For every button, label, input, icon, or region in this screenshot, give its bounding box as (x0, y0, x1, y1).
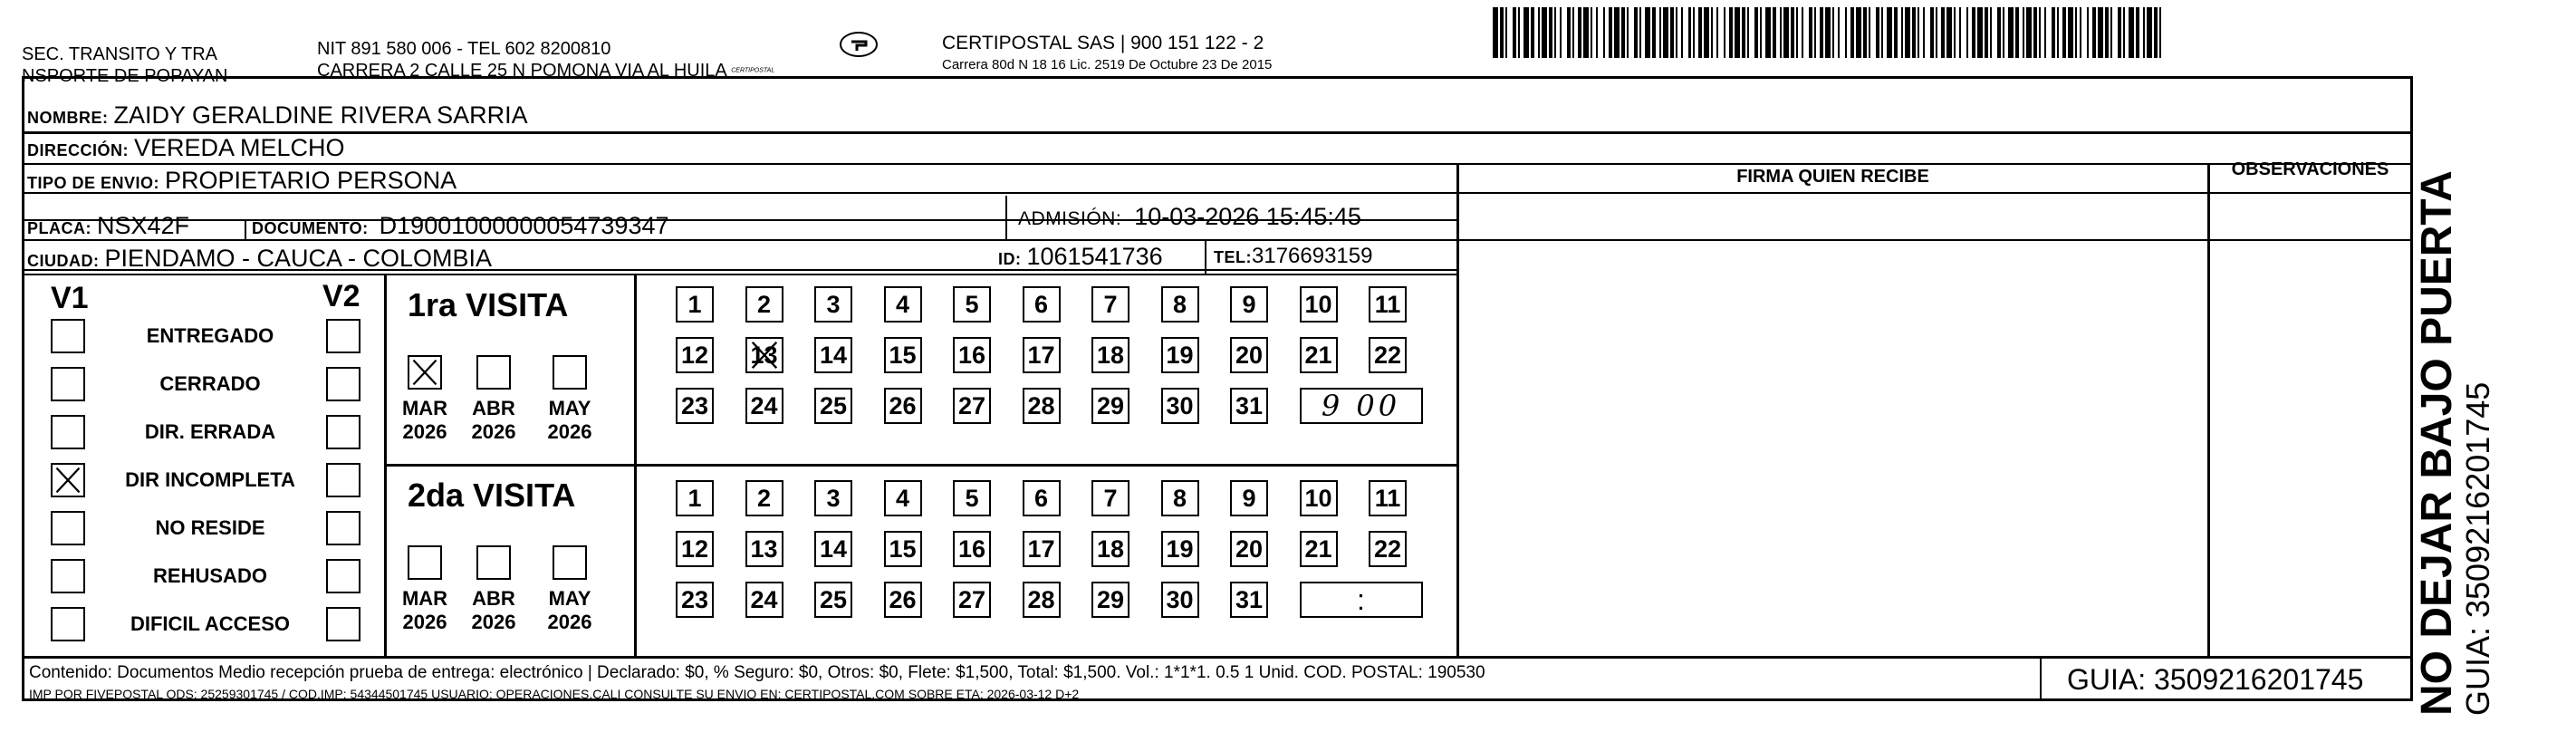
no-dejar-warning: NO DEJAR BAJO PUERTA (2413, 170, 2461, 716)
day-box[interactable] (1091, 582, 1129, 618)
placa-value: NSX42F (97, 212, 190, 239)
time-value: 9 00 (1321, 389, 1401, 423)
day-box[interactable] (676, 582, 714, 618)
day-number: 31 (1235, 585, 1264, 613)
month-label (462, 587, 525, 634)
day-number: 28 (1027, 391, 1055, 419)
nombre-value: ZAIDY GERALDINE RIVERA SARRIA (113, 101, 528, 129)
day-box[interactable] (745, 582, 783, 618)
admision-field (1018, 203, 1361, 233)
day-box[interactable] (884, 531, 922, 567)
day-number: 8 (1172, 484, 1187, 512)
v2-checkbox[interactable] (326, 559, 360, 593)
admision-value: 10-03-2026 15:45:45 (1134, 203, 1361, 230)
day-box[interactable] (1369, 337, 1407, 373)
certipostal-logo-icon (839, 31, 879, 58)
day-number: 15 (889, 535, 917, 563)
day-number: 16 (957, 341, 986, 369)
v1-checkbox[interactable] (51, 511, 85, 545)
imp-text: IMP POR FIVEPOSTAL ODS: 25259301745 / COD.IMP: 54344501745 USUARIO: OPERACIONES.CALI CONSULTE SU ENVIO EN: CERTIPOSTAL.COM SOBRE ETA: 2026-03-12 D+2 (29, 687, 1080, 701)
nombre-label: NOMBRE: (27, 109, 109, 127)
day-box[interactable] (814, 582, 852, 618)
day-number: 17 (1027, 535, 1055, 563)
id-value: 1061541736 (1026, 243, 1163, 270)
v1-checkbox[interactable] (51, 463, 85, 497)
v1-checkbox[interactable] (51, 319, 85, 353)
time-box[interactable] (1300, 582, 1423, 618)
month-year: 2026 (471, 611, 516, 633)
contenido-text: Contenido: Documentos Medio recepción prueba de entrega: electrónico | Declarado: $0, % Seguro: $0, Otros: $0, Flete: $1,500, Total: $1,500. Vol.: 1*1*1. 0.5 1 Unid. COD. POSTAL: 190530 (29, 663, 1485, 682)
day-box[interactable] (814, 480, 852, 516)
day-box[interactable] (1161, 480, 1199, 516)
time-box[interactable] (1300, 388, 1423, 424)
day-number: 21 (1304, 341, 1332, 369)
day-box[interactable] (953, 337, 991, 373)
status-label: DIFICIL ACCESO (130, 612, 290, 635)
month-name: MAR (401, 397, 448, 419)
day-box[interactable] (1023, 337, 1061, 373)
day-box[interactable] (1023, 582, 1061, 618)
day-number: 31 (1235, 391, 1264, 419)
day-number: 25 (819, 391, 848, 419)
day-number: 27 (957, 391, 986, 419)
tipo-field (27, 167, 457, 197)
day-number: 24 (750, 585, 778, 613)
day-box[interactable] (953, 388, 991, 424)
sender-line-1: SEC. TRANSITO Y TRA (22, 44, 217, 64)
logo-text: CERTIPOSTAL (731, 67, 775, 74)
month-year: 2026 (471, 420, 516, 443)
day-number: 11 (1374, 290, 1401, 318)
documento-field (252, 212, 669, 242)
day-number: 20 (1235, 341, 1264, 369)
day-box[interactable] (884, 388, 922, 424)
day-number: 26 (889, 585, 917, 613)
day-box[interactable] (676, 480, 714, 516)
footer-guia: GUIA: 3509216201745 (2067, 663, 2364, 696)
day-number: 8 (1172, 290, 1187, 318)
time-value: : (1357, 583, 1365, 616)
visit1-title: 1ra VISITA (408, 286, 569, 323)
day-box[interactable] (1023, 531, 1061, 567)
direccion-label: DIRECCIÓN: (27, 141, 129, 159)
month-checkbox[interactable] (408, 545, 442, 580)
day-box[interactable] (1369, 531, 1407, 567)
day-box[interactable] (884, 286, 922, 323)
day-box[interactable] (745, 480, 783, 516)
nombre-field (27, 101, 528, 131)
signature-area[interactable] (1459, 194, 2207, 656)
visit2-title: 2da VISITA (408, 477, 576, 514)
day-box[interactable] (1161, 582, 1199, 618)
day-box[interactable] (1091, 337, 1129, 373)
day-box[interactable] (1230, 582, 1268, 618)
day-number: 19 (1166, 341, 1194, 369)
day-box[interactable] (1023, 480, 1061, 516)
day-box[interactable] (1091, 388, 1129, 424)
day-box[interactable] (1161, 337, 1199, 373)
v2-checkbox[interactable] (326, 415, 360, 449)
day-number: 10 (1304, 290, 1332, 318)
day-number: 23 (680, 585, 709, 613)
day-number: 9 (1242, 290, 1256, 318)
v1-checkbox[interactable] (51, 559, 85, 593)
v2-heading: V2 (322, 279, 360, 313)
placa-field (27, 212, 189, 242)
address-text: CARRERA 2 CALLE 25 N POMONA VIA AL HUILA (317, 61, 726, 81)
day-box[interactable] (814, 337, 852, 373)
day-box[interactable] (1300, 286, 1338, 323)
x-mark-icon (409, 357, 440, 392)
day-box[interactable] (1091, 480, 1129, 516)
day-box[interactable] (1023, 388, 1061, 424)
day-box[interactable] (1230, 286, 1268, 323)
day-number: 17 (1027, 341, 1055, 369)
id-label: ID: (998, 250, 1022, 268)
day-number: 21 (1304, 535, 1332, 563)
day-number: 29 (1096, 391, 1125, 419)
status-label: DIR. ERRADA (144, 420, 276, 443)
direccion-field (27, 134, 345, 164)
day-box[interactable] (1230, 388, 1268, 424)
day-number: 1 (687, 290, 702, 318)
placa-label: PLACA: (27, 219, 91, 237)
day-box[interactable] (1300, 480, 1338, 516)
status-label: REHUSADO (153, 564, 267, 587)
month-name: ABR (472, 587, 515, 610)
tel-field (1214, 243, 1372, 271)
day-box[interactable] (1230, 531, 1268, 567)
day-number: 6 (1033, 484, 1049, 512)
v2-checkbox[interactable] (326, 319, 360, 353)
day-number: 30 (1166, 391, 1194, 419)
barcode (1493, 7, 2165, 58)
month-year: 2026 (547, 420, 592, 443)
day-number: 2 (756, 290, 772, 318)
day-number: 15 (889, 341, 917, 369)
month-label (462, 397, 525, 444)
day-number: 3 (826, 290, 841, 318)
status-label: NO RESIDE (155, 516, 265, 539)
side-label (2415, 170, 2496, 716)
day-number: 18 (1096, 341, 1125, 369)
day-box[interactable] (1023, 286, 1061, 323)
day-box[interactable] (676, 286, 714, 323)
month-label (393, 397, 457, 444)
day-number: 10 (1304, 484, 1332, 512)
day-number: 18 (1096, 535, 1125, 563)
day-box[interactable] (884, 337, 922, 373)
month-year: 2026 (402, 420, 447, 443)
day-box[interactable] (1300, 337, 1338, 373)
id-field (998, 243, 1163, 273)
month-checkbox[interactable] (553, 545, 587, 580)
day-number: 12 (680, 341, 709, 369)
month-name: ABR (472, 397, 515, 419)
day-number: 22 (1373, 535, 1402, 563)
day-box[interactable] (676, 531, 714, 567)
day-box[interactable] (814, 531, 852, 567)
v2-checkbox[interactable] (326, 511, 360, 545)
day-number: 16 (957, 535, 986, 563)
day-number: 13 (750, 341, 778, 369)
day-number: 4 (895, 484, 910, 512)
day-number: 13 (750, 535, 778, 563)
observations-area[interactable] (2210, 194, 2410, 656)
day-box[interactable] (814, 286, 852, 323)
day-number: 29 (1096, 585, 1125, 613)
day-number: 26 (889, 391, 917, 419)
month-year: 2026 (547, 611, 592, 633)
day-box[interactable] (953, 531, 991, 567)
day-number: 6 (1033, 290, 1049, 318)
day-number: 19 (1166, 535, 1194, 563)
day-number: 25 (819, 585, 848, 613)
day-box[interactable] (745, 388, 783, 424)
day-number: 14 (819, 535, 848, 563)
x-mark-icon (53, 465, 83, 500)
status-label: CERRADO (159, 372, 261, 395)
day-number: 4 (895, 290, 910, 318)
company-name: CERTIPOSTAL SAS | 900 151 122 - 2 (942, 33, 1264, 53)
tel-value: 3176693159 (1252, 244, 1373, 268)
month-checkbox[interactable] (408, 355, 442, 390)
tipo-label: TIPO DE ENVIO: (27, 174, 160, 192)
v2-checkbox[interactable] (326, 367, 360, 401)
month-checkbox[interactable] (476, 355, 511, 390)
day-box[interactable] (953, 480, 991, 516)
day-number: 7 (1103, 290, 1118, 318)
tipo-value: PROPIETARIO PERSONA (165, 167, 457, 194)
direccion-value: VEREDA MELCHO (134, 134, 345, 161)
day-box[interactable] (676, 337, 714, 373)
month-label (393, 587, 457, 634)
day-box[interactable] (953, 286, 991, 323)
documento-value: D19001000000054739347 (379, 212, 669, 239)
day-box[interactable] (745, 531, 783, 567)
day-box[interactable] (1091, 286, 1129, 323)
day-box[interactable] (1300, 531, 1338, 567)
day-number: 12 (680, 535, 709, 563)
v2-checkbox[interactable] (326, 463, 360, 497)
day-number: 5 (965, 484, 979, 512)
v1-checkbox[interactable] (51, 415, 85, 449)
day-box[interactable] (745, 337, 783, 373)
day-number: 9 (1242, 484, 1256, 512)
sender-line-2: NSPORTE DE POPAYAN (22, 66, 228, 86)
day-box[interactable] (1161, 531, 1199, 567)
ciudad-value: PIENDAMO - CAUCA - COLOMBIA (104, 245, 493, 272)
day-box[interactable] (676, 388, 714, 424)
company-address: Carrera 80d N 18 16 Lic. 2519 De Octubre 23 De 2015 (942, 57, 1273, 72)
day-number: 30 (1166, 585, 1194, 613)
day-number: 7 (1103, 484, 1118, 512)
day-number: 27 (957, 585, 986, 613)
day-box[interactable] (745, 286, 783, 323)
admision-label: ADMISIÓN: (1018, 208, 1122, 229)
day-box[interactable] (814, 388, 852, 424)
x-mark-icon (748, 339, 781, 378)
v1-checkbox[interactable] (51, 607, 85, 641)
month-name: MAY (548, 587, 591, 610)
month-name: MAR (401, 587, 448, 610)
day-number: 2 (756, 484, 772, 512)
documento-label: DOCUMENTO: (252, 219, 369, 237)
day-number: 14 (819, 341, 848, 369)
side-guia: GUIA: 3509216201745 (2459, 381, 2496, 716)
day-number: 3 (826, 484, 841, 512)
day-number: 28 (1027, 585, 1055, 613)
observaciones-heading: OBSERVACIONES (2231, 159, 2389, 179)
day-number: 23 (680, 391, 709, 419)
day-number: 5 (965, 290, 979, 318)
company-info (942, 33, 1272, 76)
day-number: 20 (1235, 535, 1264, 563)
nit-line: NIT 891 580 006 - TEL 602 8200810 (317, 39, 611, 59)
month-checkbox[interactable] (476, 545, 511, 580)
ciudad-label: CIUDAD: (27, 252, 100, 270)
day-box[interactable] (1230, 337, 1268, 373)
v2-checkbox[interactable] (326, 607, 360, 641)
day-number: 1 (687, 484, 702, 512)
day-box[interactable] (1369, 480, 1407, 516)
month-checkbox[interactable] (553, 355, 587, 390)
day-box[interactable] (1161, 388, 1199, 424)
firma-heading: FIRMA QUIEN RECIBE (1736, 167, 1929, 187)
status-label: DIR INCOMPLETA (125, 468, 295, 491)
v1-heading: V1 (51, 281, 89, 315)
v1-checkbox[interactable] (51, 367, 85, 401)
tel-label: TEL: (1214, 248, 1252, 266)
day-box[interactable] (1369, 286, 1407, 323)
day-box[interactable] (1230, 480, 1268, 516)
day-box[interactable] (884, 582, 922, 618)
day-box[interactable] (884, 480, 922, 516)
day-number: 11 (1374, 484, 1401, 512)
day-box[interactable] (1091, 531, 1129, 567)
ciudad-field (27, 245, 492, 274)
day-box[interactable] (953, 582, 991, 618)
month-name: MAY (548, 397, 591, 419)
month-year: 2026 (402, 611, 447, 633)
day-number: 22 (1373, 341, 1402, 369)
day-box[interactable] (1161, 286, 1199, 323)
barcode-bar (2161, 7, 2165, 58)
month-label (538, 587, 601, 634)
status-label: ENTREGADO (146, 324, 274, 347)
month-label (538, 397, 601, 444)
day-number: 24 (750, 391, 778, 419)
